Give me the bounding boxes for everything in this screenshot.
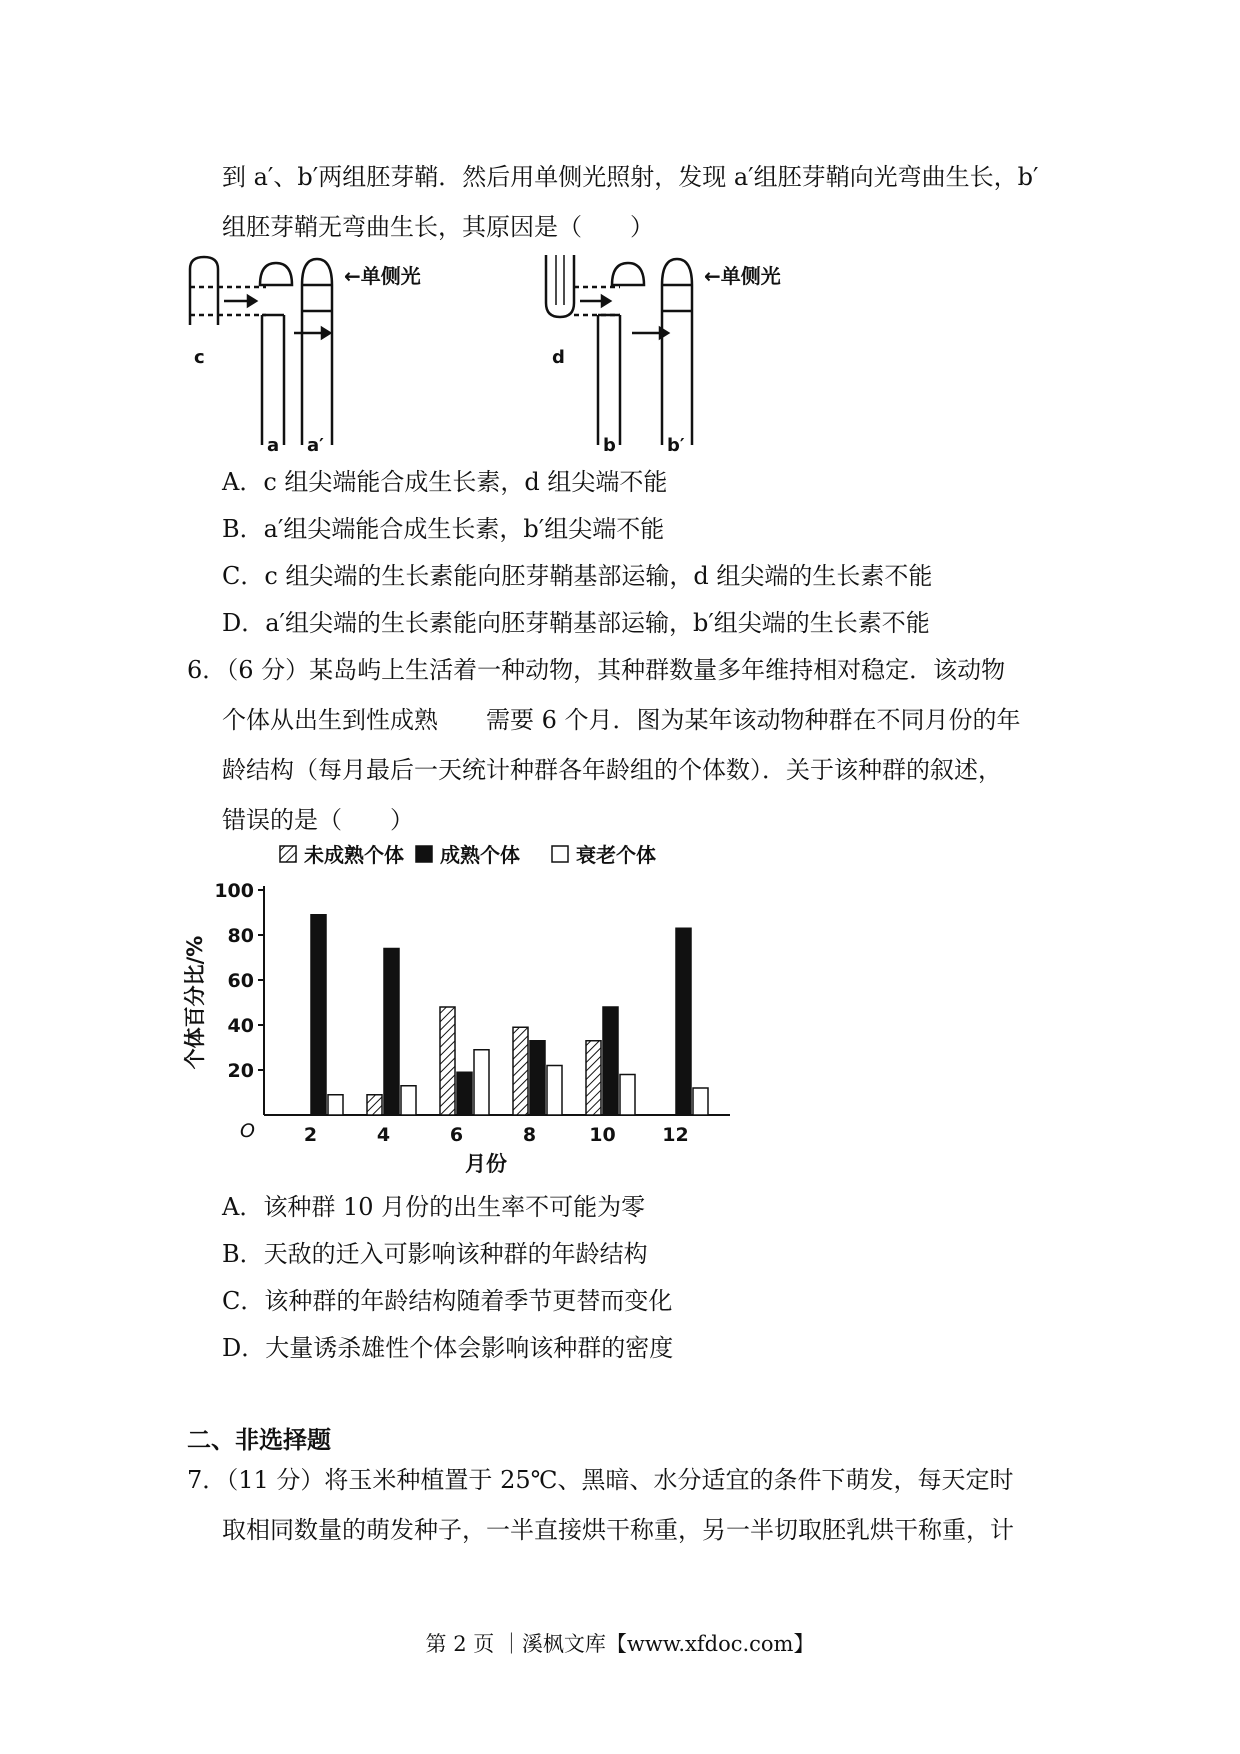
q6-stem-line-4: 错误的是（ ） [222,806,414,834]
q6-option-b: B．天敌的迁入可影响该种群的年龄结构 [222,1240,648,1268]
label-b: b [603,435,616,455]
legend-label-1: 未成熟个体 [304,843,404,867]
legend-label-2: 成熟个体 [440,843,520,867]
y-tick-label: 40 [227,1015,254,1037]
bar-month-12-series-2 [676,928,691,1115]
coleoptile-a-prime [302,259,332,445]
y-tick-label: 60 [227,970,254,992]
label-a: a [267,435,280,455]
origin-label: O [240,1120,255,1142]
section-heading: 二、非选择题 [187,1426,331,1454]
x-tick-label: 4 [376,1124,391,1146]
q6-stem-line-2: 个体从出生到性成熟 需要 6 个月．图为某年该动物种群在不同月份的年 [222,706,1021,734]
bar-month-6-series-3 [474,1050,489,1115]
q5-option-b: B．a′组尖端能合成生长素，b′组尖端不能 [222,515,665,543]
light-label-left: ←单侧光 [344,264,421,288]
bar-month-10-series-1 [586,1041,601,1115]
coleoptile-d [546,255,574,317]
y-axis-title: 个体百分比/% [183,935,207,1070]
y-tick-label: 100 [214,880,254,902]
bar-month-8-series-3 [547,1066,562,1116]
page-footer: 第 2 页 ｜溪枫文库【www.xfdoc.com】 [425,1632,815,1656]
q5-stem-line-1: 到 a′、b′两组胚芽鞘．然后用单侧光照射，发现 a′组胚芽鞘向光弯曲生长，b′ [222,163,1039,191]
q5-option-a: A．c 组尖端能合成生长素，d 组尖端不能 [222,468,668,496]
x-tick-label: 6 [449,1124,464,1146]
tip-c-cap [260,263,292,285]
q7-stem-line-2: 取相同数量的萌发种子，一半直接烘干称重，另一半切取胚乳烘干称重，计 [222,1516,1014,1544]
bar-month-10-series-2 [603,1007,618,1115]
light-label-right: ←单侧光 [704,264,781,288]
x-tick-label: 10 [589,1124,616,1146]
q6-option-c: C．该种群的年龄结构随着季节更替而变化 [222,1287,673,1315]
x-tick-label: 8 [522,1124,537,1146]
label-b-prime: b′ [667,435,685,455]
x-tick-label: 2 [303,1124,318,1146]
label-c: c [194,347,205,368]
coleoptile-b-prime [662,259,692,445]
label-a-prime: a′ [307,435,324,455]
legend-swatch-3 [552,846,568,862]
q6-option-d: D．大量诱杀雄性个体会影响该种群的密度 [222,1334,674,1362]
coleoptile-b [598,315,620,445]
bar-month-12-series-3 [693,1088,708,1115]
q5-stem-line-2: 组胚芽鞘无弯曲生长，其原因是（ ） [222,213,654,241]
q7-stem-line-1: 7．（11 分）将玉米种植置于 25℃、黑暗、水分适宜的条件下萌发，每天定时 [187,1466,1014,1494]
tip-d-cap [612,263,644,285]
q6-stem-line-1: 6．（6 分）某岛屿上生活着一种动物，其种群数量多年维持相对稳定．该动物 [187,656,1006,684]
bar-month-4-series-3 [401,1086,416,1115]
legend-swatch-2 [416,846,432,862]
q5-option-d: D．a′组尖端的生长素能向胚芽鞘基部运输，b′组尖端的生长素不能 [222,609,930,637]
bar-month-4-series-1 [367,1095,382,1115]
bar-month-6-series-1 [440,1007,455,1115]
bar-month-2-series-2 [311,915,326,1115]
x-axis-title: 月份 [465,1152,507,1176]
bar-month-8-series-2 [530,1041,545,1115]
bar-month-10-series-3 [620,1075,635,1116]
q6-option-a: A．该种群 10 月份的出生率不可能为零 [222,1193,646,1221]
legend-swatch-1 [280,846,296,862]
coleoptile-experiment-figure [180,255,940,455]
bar-month-2-series-3 [328,1095,343,1115]
coleoptile-a [262,315,284,445]
y-tick-label: 20 [227,1060,254,1082]
label-d: d [552,347,565,368]
bar-month-8-series-1 [513,1027,528,1115]
age-structure-bar-chart [180,840,740,1180]
bar-month-6-series-2 [457,1072,472,1115]
bar-month-4-series-2 [384,949,399,1116]
x-tick-label: 12 [662,1124,689,1146]
q5-option-c: C．c 组尖端的生长素能向胚芽鞘基部运输，d 组尖端的生长素不能 [222,562,933,590]
legend-label-3: 衰老个体 [576,843,656,867]
y-tick-label: 80 [227,925,254,947]
q6-stem-line-3: 龄结构（每月最后一天统计种群各年龄组的个体数）．关于该种群的叙述， [222,756,1002,784]
